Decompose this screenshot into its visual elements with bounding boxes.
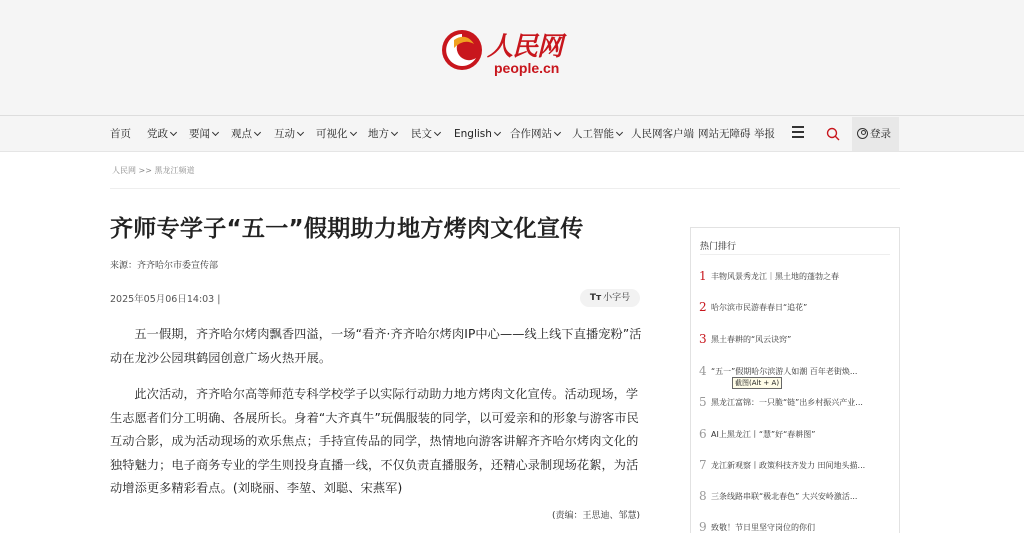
hot-ranking-item[interactable] xyxy=(699,269,894,289)
site-logo[interactable] xyxy=(440,26,580,82)
nav-item[interactable] xyxy=(231,116,260,152)
nav-item-label: 举报 xyxy=(754,128,775,140)
article-paragraph: 此次活动，齐齐哈尔高等师范专科学校学子以实际行动助力地方烤肉文化宣传。活动现场，学生志愿者们分工明确、各展所长。身着“大齐真牛”玩偶服装的同学，以可爱亲和的形象与游客市民互动合影，成为活动现场的欢乐焦点；手持宣传品的同学，热情地向游客讲解齐齐哈尔烤肉文化的独特魅力；电子商务专业的学生则投身直播一线，不仅负责直播服务，还精心录制现场花絮，为活动增添更多精彩看点。(刘晓丽、李堃、刘聪、宋燕军) xyxy=(110,387,639,495)
divider xyxy=(700,254,890,255)
rank-number: 1 xyxy=(699,269,707,283)
nav-item[interactable] xyxy=(754,116,775,152)
rank-text: 丰物风景秀龙江｜黑土地的蓬勃之春 xyxy=(711,272,839,281)
nav-item[interactable] xyxy=(316,116,356,152)
font-size-button[interactable] xyxy=(580,289,640,307)
chevron-down-icon xyxy=(254,129,261,136)
site-header xyxy=(0,0,1024,116)
search-icon[interactable] xyxy=(826,127,840,141)
font-size-label: 小字号 xyxy=(603,293,631,303)
rank-number: 3 xyxy=(699,332,707,346)
chevron-down-icon xyxy=(212,129,219,136)
rank-number: 6 xyxy=(699,427,707,441)
chevron-down-icon xyxy=(554,129,561,136)
nav-item[interactable] xyxy=(368,116,397,152)
rank-text: “五一”假期哈尔滨游人如潮 百年老街焕... xyxy=(711,367,858,376)
rank-text: 龙江新观察丨政策科技齐发力 田间地头描... xyxy=(711,461,866,470)
rank-text: AI上黑龙江丨“慧”好“春耕图” xyxy=(711,430,816,439)
hot-ranking-item[interactable] xyxy=(699,520,894,533)
nav-item[interactable] xyxy=(147,116,176,152)
hot-ranking-title: 热门排行 xyxy=(700,242,737,252)
rank-number: 5 xyxy=(699,395,707,409)
hot-ranking-item[interactable] xyxy=(699,427,894,447)
article-date: 2025年05月06日14:03 | xyxy=(110,294,221,305)
nav-item-label: 民文 xyxy=(411,128,432,140)
rank-number: 4 xyxy=(699,364,707,378)
menu-icon[interactable] xyxy=(792,126,804,141)
nav-item[interactable] xyxy=(454,116,500,152)
hot-ranking-item[interactable] xyxy=(699,395,894,415)
login-label: 登录 xyxy=(870,128,891,140)
chevron-down-icon xyxy=(494,129,501,136)
nav-item[interactable] xyxy=(698,116,751,152)
article-title: 齐师专学子“五一”假期助力地方烤肉文化宣传 xyxy=(110,216,584,242)
login-button[interactable] xyxy=(852,117,899,151)
chevron-down-icon xyxy=(434,129,441,136)
nav-item[interactable] xyxy=(510,116,560,152)
screenshot-tooltip: 截图(Alt + A) xyxy=(732,377,782,389)
chevron-down-icon xyxy=(349,129,356,136)
chevron-down-icon xyxy=(170,129,177,136)
chevron-down-icon xyxy=(297,129,304,136)
hot-ranking-item[interactable] xyxy=(699,489,894,509)
article-editor: (责编：王思迪、邹慧) xyxy=(551,511,640,521)
nav-item[interactable] xyxy=(274,116,303,152)
nav-item-label: 要闻 xyxy=(189,128,210,140)
logo-emblem-icon xyxy=(440,28,484,72)
nav-item[interactable] xyxy=(110,116,131,152)
rank-text: 哈尔滨市民游春春日“追花” xyxy=(711,303,808,312)
nav-item-label: 观点 xyxy=(231,128,252,140)
hot-ranking-item[interactable] xyxy=(699,300,894,320)
logo-text-cn: 人民网 xyxy=(487,32,563,62)
rank-number: 7 xyxy=(699,458,707,472)
hot-ranking-item[interactable] xyxy=(699,458,894,478)
nav-item-label: 地方 xyxy=(368,128,389,140)
rank-text: 黑土春耕的“风云诀窍” xyxy=(711,335,792,344)
nav-item-label: English xyxy=(454,128,492,140)
nav-item-label: 网站无障碍 xyxy=(698,128,751,140)
rank-number: 8 xyxy=(699,489,707,503)
rank-text: 致敬！节日里坚守岗位的你们 xyxy=(711,523,815,532)
nav-item[interactable] xyxy=(189,116,218,152)
rank-number: 2 xyxy=(699,300,707,314)
article-source: 来源：齐齐哈尔市委宣传部 xyxy=(110,261,219,271)
chevron-down-icon xyxy=(616,129,623,136)
rank-text: 三条线路串联“极北春色” 大兴安岭激活... xyxy=(711,492,858,501)
nav-item-label: 互动 xyxy=(274,128,295,140)
rank-text: 黑龙江富锦：一只脆“链”出乡村振兴产业... xyxy=(711,398,863,407)
logo-text-en: people.cn xyxy=(494,60,560,76)
nav-item-label: 党政 xyxy=(147,128,168,140)
nav-item[interactable] xyxy=(411,116,440,152)
font-size-icon: Tт xyxy=(589,293,602,303)
nav-item-label: 人民网客户端 xyxy=(631,128,694,140)
chevron-down-icon xyxy=(391,129,398,136)
rank-number: 9 xyxy=(699,520,707,533)
nav-item-label: 可视化 xyxy=(316,128,348,140)
nav-item-label: 首页 xyxy=(110,128,131,140)
breadcrumb[interactable]: 人民网 >> 黑龙江频道 xyxy=(112,166,195,175)
nav-item-label: 人工智能 xyxy=(572,128,614,140)
article-paragraph: 五一假期，齐齐哈尔烤肉飘香四溢，一场“看齐·齐齐哈尔烤肉IP中心——线上线下直播宠粉”活动在龙沙公园琪鹤园创意广场火热开展。 xyxy=(110,327,642,365)
nav-item[interactable] xyxy=(572,116,622,152)
user-icon xyxy=(857,128,868,139)
hot-ranking-item[interactable] xyxy=(699,364,894,384)
hot-ranking-item[interactable] xyxy=(699,332,894,352)
nav-item-label: 合作网站 xyxy=(510,128,552,140)
hot-ranking-panel xyxy=(690,227,900,533)
nav-item[interactable] xyxy=(631,116,694,152)
divider xyxy=(110,188,900,189)
